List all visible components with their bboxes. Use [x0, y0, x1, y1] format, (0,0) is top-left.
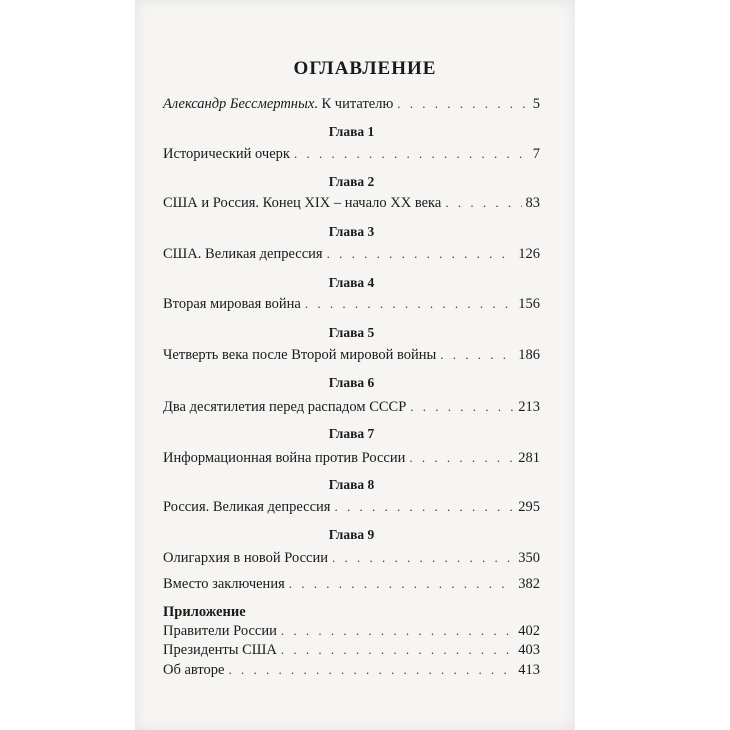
entry-title: Исторический очерк — [163, 146, 290, 162]
page-title: ОГЛАВЛЕНИЕ — [293, 58, 437, 79]
entry-title: США и Россия. Конец XIX – начало XX века — [163, 195, 442, 211]
chapter-heading: Глава 4 — [328, 275, 375, 290]
chapter-heading: Глава 9 — [328, 527, 375, 542]
toc-entry — [163, 246, 540, 266]
entry-title: Правители России — [163, 623, 277, 639]
entry-title: Вторая мировая война — [163, 296, 301, 312]
page-number: 413 — [518, 662, 540, 678]
page-number: 213 — [518, 399, 540, 415]
dot-leader — [289, 576, 515, 592]
chapter-heading: Глава 3 — [328, 224, 375, 239]
page-number: 186 — [518, 347, 540, 363]
toc-entry — [163, 399, 540, 419]
toc-entry — [163, 146, 540, 166]
dot-leader — [445, 195, 521, 211]
entry-title: Информационная война против России — [163, 450, 406, 466]
page-number: 7 — [532, 146, 540, 162]
entry-title: Вместо заключения — [163, 576, 285, 592]
dot-leader — [334, 499, 514, 515]
dot-leader — [228, 662, 514, 678]
toc-entry — [163, 195, 540, 215]
dot-leader — [332, 550, 514, 566]
dot-leader — [281, 623, 514, 639]
entry-title: Президенты США — [163, 642, 277, 658]
page-number: 126 — [518, 246, 540, 262]
toc-entry — [163, 550, 540, 570]
toc-entry — [163, 450, 540, 470]
dot-leader — [397, 96, 528, 112]
dot-leader — [294, 146, 529, 162]
page-number: 5 — [532, 96, 540, 112]
page-number: 156 — [518, 296, 540, 312]
intro-author: Александр Бессмертных — [163, 96, 315, 112]
chapter-heading: Глава 1 — [328, 124, 375, 139]
entry-title: Четверть века после Второй мировой войны — [163, 347, 437, 363]
dot-leader — [440, 347, 514, 363]
toc-entry-intro — [163, 96, 540, 116]
toc-entry-appendix — [163, 642, 540, 662]
toc-entry — [163, 296, 540, 316]
chapter-heading: Глава 5 — [328, 325, 375, 340]
toc-entry-appendix — [163, 662, 540, 682]
page-number: 83 — [525, 195, 540, 211]
dot-leader — [327, 246, 515, 262]
toc-entry — [163, 347, 540, 367]
entry-title: Олигархия в новой России — [163, 550, 328, 566]
dot-leader — [305, 296, 514, 312]
chapter-heading: Глава 2 — [328, 174, 375, 189]
dot-leader — [410, 399, 514, 415]
dot-leader — [409, 450, 514, 466]
page-number: 403 — [518, 642, 540, 658]
chapter-heading: Глава 6 — [328, 375, 375, 390]
dot-leader — [281, 642, 514, 658]
chapter-heading: Глава 8 — [328, 477, 375, 492]
entry-title: Два десятилетия перед распадом СССР — [163, 399, 407, 415]
page-number: 382 — [518, 576, 540, 592]
chapter-heading: Глава 7 — [328, 426, 375, 441]
page-number: 350 — [518, 550, 540, 566]
toc-entry-conclusion — [163, 576, 540, 596]
toc-entry-appendix — [163, 623, 540, 643]
entry-title: Об авторе — [163, 662, 225, 678]
entry-title: США. Великая депрессия — [163, 246, 323, 262]
entry-title: Россия. Великая депрессия — [163, 499, 331, 515]
page-number: 295 — [518, 499, 540, 515]
page-number: 281 — [518, 450, 540, 466]
page-number: 402 — [518, 623, 540, 639]
appendix-heading: Приложение — [163, 604, 246, 620]
toc-entry — [163, 499, 540, 519]
intro-text: . К читателю — [314, 96, 394, 112]
